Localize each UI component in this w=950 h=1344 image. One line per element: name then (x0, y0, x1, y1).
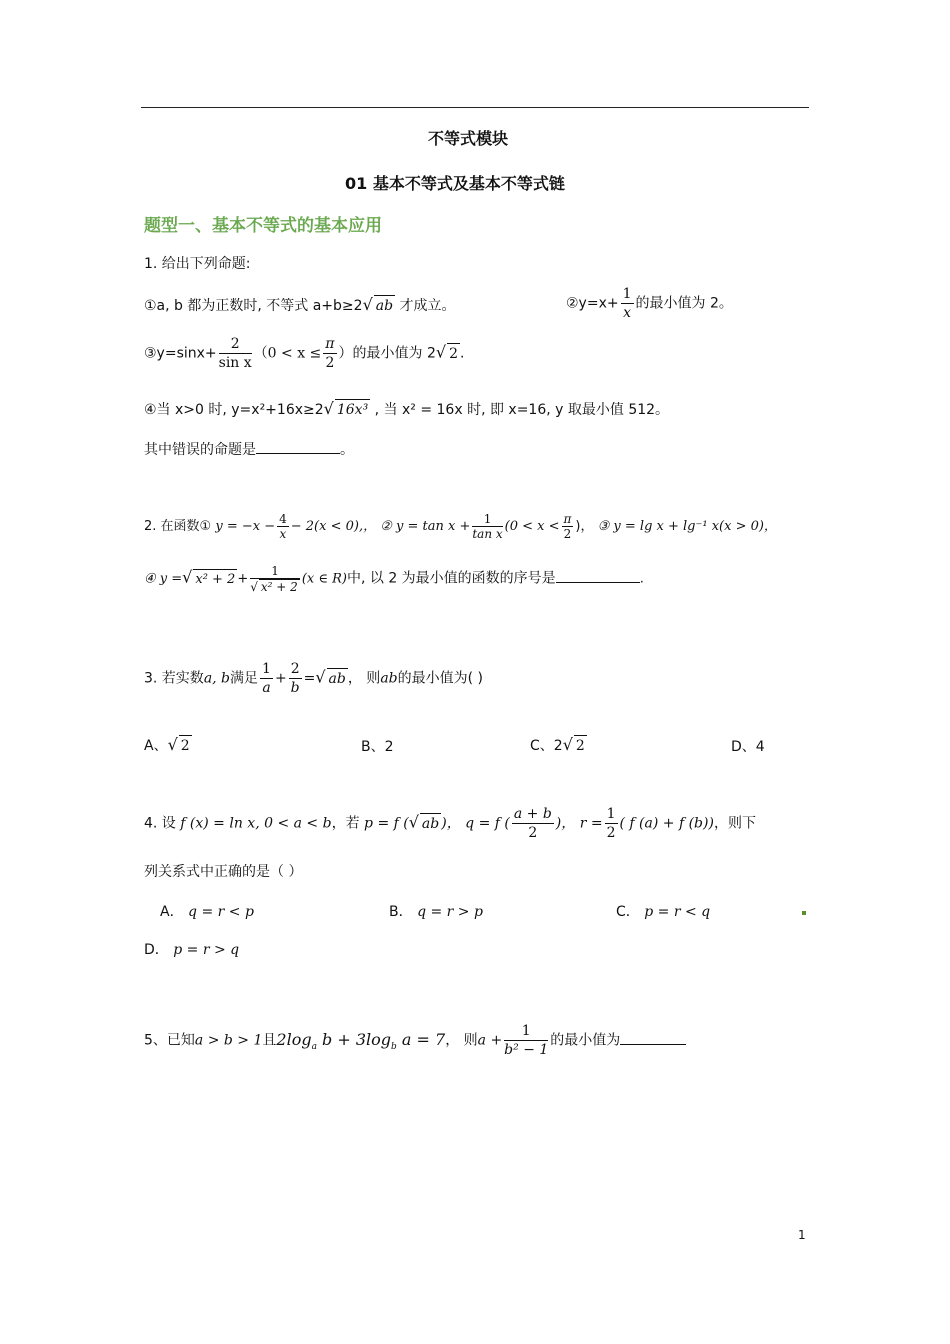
q4-opt-a-math: q = r < p (188, 904, 254, 920)
q5-cond: a > b > 1 (194, 1032, 263, 1049)
q3-option-d[interactable]: D、4 (731, 739, 765, 755)
q4-q-den: 2 (528, 825, 538, 841)
q4-option-c[interactable] (616, 902, 710, 922)
q4-p-b: ) (441, 815, 447, 832)
q5-tail: 的最小值为 (550, 1032, 621, 1049)
q4-if: ，若 (331, 815, 360, 832)
q5-eq: 2log (276, 1029, 312, 1049)
q3-prefix: 3. 若实数 (144, 670, 204, 687)
q1-p3-den: sin x (218, 355, 252, 371)
q4-opt-a-label: A． (160, 904, 184, 920)
q2-f1b: − 2(x < 0),， (290, 519, 377, 534)
page-subtitle: 01 基本不等式及基本不等式链 (345, 174, 565, 193)
q4-def: f (x) = ln x, 0 < a < b (180, 815, 332, 832)
q1-p3-range-num: π (325, 336, 335, 352)
q2-answer-blank[interactable] (556, 582, 640, 583)
green-mark (802, 911, 806, 915)
q2-f2-den: tan x (472, 527, 503, 541)
q4-r-a: ， r = (561, 815, 603, 832)
q4-tail: ，则下 (713, 815, 756, 832)
q2-line2-end: . (639, 571, 644, 587)
q3-d2: b (290, 680, 300, 696)
q4-option-a[interactable] (160, 902, 254, 922)
q2-f2c: )， (575, 519, 594, 534)
q1-answer-blank[interactable] (256, 453, 340, 454)
page-number: 1 (798, 1228, 806, 1242)
q4-opt-d-label: D． (144, 942, 169, 958)
q1-p4-tail: , 当 x² = 16x 时, 即 x=16, y 取最小值 512。 (374, 402, 670, 418)
q2-line2-tail: 中, 以 2 为最小值的函数的序号是 (346, 570, 556, 587)
q2-f4-den-radicand: x² + 2 (260, 580, 298, 594)
q1-prop2 (566, 285, 733, 322)
q1-p1-radicand: ab (374, 295, 395, 316)
q3-opt-c-radicand: 2 (574, 735, 587, 756)
q3-tail-b: 的最小值为( ) (397, 670, 483, 687)
q3-eq: = (303, 670, 316, 687)
q1-p3-text: ③y=sinx+ (144, 345, 217, 362)
q1-p1-tail: 才成立。 (399, 298, 456, 314)
q2-f2b: (0 < x < (504, 519, 560, 534)
q1-intro: 1. 给出下列命题: (144, 256, 251, 272)
q3-tail-var: ab (380, 670, 398, 687)
q4-r-den: 2 (606, 825, 616, 841)
header-rule (141, 107, 809, 108)
q4-r-num: 1 (606, 806, 616, 822)
q4-q-a: ， q = f ( (446, 815, 510, 832)
q2-prefix: 2. 在函数① (144, 519, 212, 534)
page-title: 不等式模块 (428, 129, 509, 148)
q1-p3-range-den: 2 (325, 355, 335, 371)
q2-f3: ③ y = lg x + lg⁻¹ x(x > 0)， (597, 519, 777, 534)
q4-opt-d-math: p = r > q (173, 942, 240, 958)
q4-opt-c-math: p = r < q (644, 904, 711, 920)
q1-p3-range: （0 < x ≤ (253, 345, 322, 362)
q4-line2: 列关系式中正确的是（ ） (144, 864, 303, 880)
q5-and: 且 (262, 1032, 277, 1049)
q4-q-b: ) (555, 815, 562, 832)
q2-f4-num: 1 (250, 564, 300, 579)
q2-line2: ④ y =√ x² + 2 + $\frac{1}{\text{√ x² + 2}}$ (x ∈ R)中, 以 2 为最小值的函数的序号是 . (144, 564, 644, 594)
q4-prefix: 4. 设 (144, 815, 176, 832)
q4-line1: 4. 设 f (x) = ln x, 0 < a < b，若 p = f (√ ab )， q = f ( $\frac{a + b}{2}$ )， r = $\frac{1}{2}$ ( f (a) + f (b))，则下 (144, 806, 756, 841)
q1-p2-den: x (623, 305, 631, 321)
q2-f4b: (x ∈ R) (301, 571, 347, 587)
q5-line (144, 1022, 686, 1059)
q1-p3-radicand: 2 (447, 343, 460, 364)
q3-opt-a-radicand: 2 (179, 735, 192, 756)
q3-vars: a, b (203, 670, 231, 687)
q1-p3-end: . (459, 345, 465, 362)
q2-f4-radicand: x² + 2 (193, 569, 237, 590)
q3-option-b[interactable]: B、2 (361, 739, 394, 755)
q3-option-c[interactable]: C、2√ 2 (530, 735, 585, 754)
q3-line: 3. 若实数a, b满足 $\frac{1}{a}$ + $\frac{2}{b}$ =√ ab ， 则ab的最小值为( ) (144, 661, 483, 696)
q1-p4-text: ④当 x>0 时, y=x²+16x≥2 (144, 402, 324, 418)
q1-prop4: ④当 x>0 时, y=x²+16x≥2√ 16x³ , 当 x² = 16x 时, 即 x=16, y 取最小值 512。 (144, 399, 670, 418)
q5-answer-blank[interactable] (620, 1044, 686, 1045)
q3-opt-c-label: C、2 (530, 738, 563, 754)
q1-prop3: ③y=sinx+ $\frac{2}{\text{sin x}}$ （0 < x ≤ $\frac{\pi}{2}$ ）的最小值为 2√ 2 . (144, 336, 465, 371)
q2-f2-rden: 2 (563, 527, 572, 541)
q1-p4-radicand: 16x³ (335, 399, 370, 420)
q3-plus: + (274, 670, 287, 687)
q2-f1a: y = −x − (215, 519, 276, 534)
q3-option-a[interactable]: A、√ 2 (144, 735, 190, 754)
q2-f1-num: 4 (279, 512, 287, 526)
q2-f2-rnum: π (563, 512, 572, 526)
q4-p-radicand: ab (420, 813, 441, 834)
q3-tail-a: ， 则 (347, 670, 381, 687)
q5-prefix: 5、已知 (144, 1032, 195, 1049)
q1-p2-num: 1 (622, 286, 632, 302)
q5-expr-den: b² − 1 (504, 1042, 549, 1058)
q2-line1 (144, 512, 777, 541)
q4-q-num: a + b (513, 806, 552, 822)
q3-n2: 2 (290, 661, 300, 677)
q5-eq-c: a = 7 (396, 1029, 446, 1049)
q4-opt-b-label: B． (389, 904, 413, 920)
q2-f4a: ④ y = (144, 571, 183, 587)
q4-p-a: p = f ( (364, 815, 409, 832)
q4-option-d[interactable] (144, 940, 239, 960)
q4-option-b[interactable] (389, 902, 483, 922)
section-heading: 题型一、基本不等式的基本应用 (144, 216, 382, 236)
q3-radicand: ab (327, 668, 348, 689)
q5-eq-b: b + 3log (316, 1029, 392, 1049)
q1-p3-num: 2 (219, 335, 252, 354)
q1-prop1: ①a, b 都为正数时, 不等式 a+b≥2√ ab 才成立。 (144, 295, 456, 314)
q1-question: 其中错误的命题是 。 (144, 442, 354, 458)
q5-then: ， 则 (445, 1032, 478, 1049)
q4-opt-c-label: C． (616, 904, 640, 920)
q1-p1-text: ①a, b 都为正数时, 不等式 a+b≥2 (144, 298, 363, 314)
q4-r-b: ( f (a) + f (b)) (619, 815, 714, 832)
q3-mid: 满足 (230, 670, 259, 687)
q4-opt-b-math: q = r > p (417, 904, 483, 920)
q1-p3-tail: ）的最小值为 2 (338, 345, 436, 362)
q2-f2a: ② y = tan x + (380, 519, 471, 534)
q2-f2-num: 1 (472, 512, 502, 527)
q5-eq-sub2: b (391, 1041, 397, 1052)
q2-f4-plus: + (237, 571, 249, 587)
q5-expr-a: a + (477, 1032, 503, 1049)
q2-f1-den: x (279, 527, 287, 541)
q3-n1: 1 (262, 661, 271, 677)
q5-eq-sub1: a (311, 1041, 317, 1052)
q3-opt-a-label: A、 (144, 738, 168, 754)
q1-question-text: 其中错误的命题是 (144, 442, 256, 458)
q1-p2-text: ②y=x+ (566, 295, 619, 312)
q3-d1: a (262, 680, 271, 696)
q5-expr-num: 1 (504, 1022, 548, 1041)
q1-p2-tail: 的最小值为 2。 (635, 295, 733, 312)
